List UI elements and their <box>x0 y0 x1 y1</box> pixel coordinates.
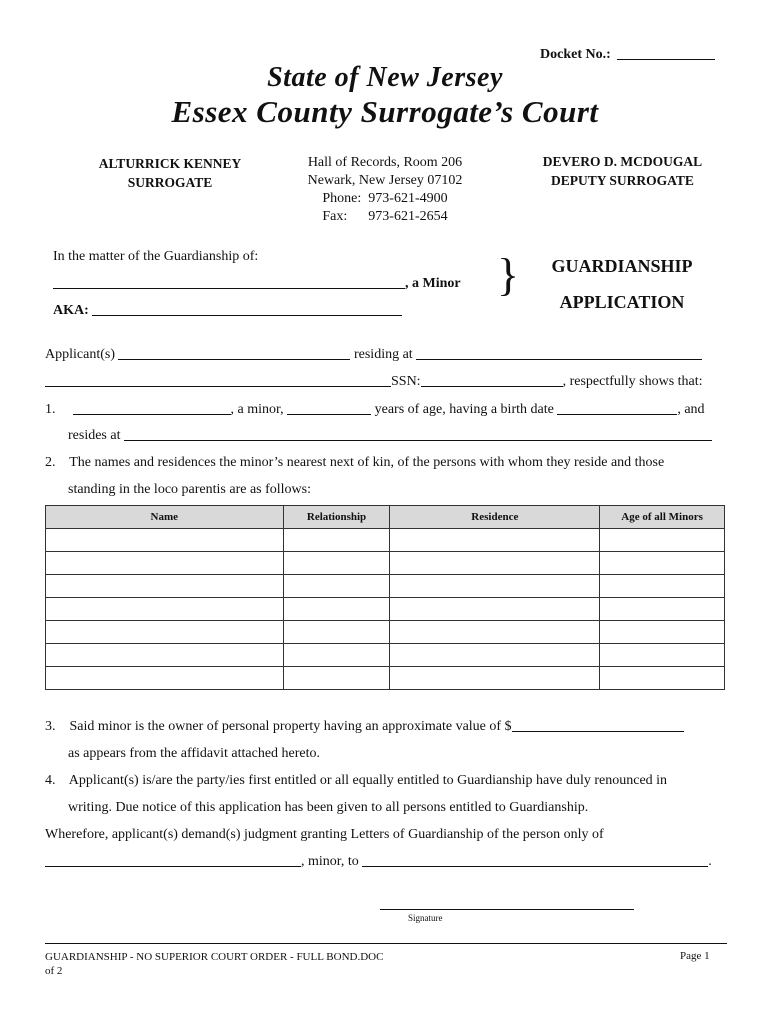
table-cell[interactable] <box>390 575 600 598</box>
wherefore-line <box>45 853 712 871</box>
p3-line1: Said minor is the owner of personal property having an approximate value of $ <box>69 719 512 734</box>
table-header-row <box>46 506 725 529</box>
table-cell[interactable] <box>390 644 600 667</box>
docket-label: Docket No.: <box>540 47 611 62</box>
table-row <box>46 529 725 552</box>
table-cell[interactable] <box>283 529 390 552</box>
residence-field[interactable] <box>416 346 702 360</box>
ssn-label: SSN: <box>391 374 421 389</box>
court-title: Essex County Surrogate’s Court <box>171 94 599 129</box>
address-line1: Hall of Records, Room 206 <box>307 155 463 170</box>
p1-resides-label: resides at <box>68 428 121 443</box>
table-cell[interactable] <box>600 667 725 690</box>
p4-number: 4. <box>45 773 56 788</box>
signature-label: Signature <box>408 913 443 923</box>
table-cell[interactable] <box>46 621 284 644</box>
p4-line2: writing. Due notice of this application has been given to all persons entitled to Guardianship. <box>68 800 589 815</box>
application-title-line2: APPLICATION <box>559 292 685 312</box>
phone: Phone: 973-621-4900 <box>322 191 448 206</box>
address-line2: Newark, New Jersey 07102 <box>307 173 463 188</box>
respectfully-text: , respectfully shows that: <box>562 374 703 389</box>
table-cell[interactable] <box>283 552 390 575</box>
table-cell[interactable] <box>283 621 390 644</box>
period: . <box>708 854 712 869</box>
p3-line2: as appears from the affidavit attached hereto. <box>68 746 321 761</box>
surrogate-title: SURROGATE <box>127 175 213 190</box>
table-cell[interactable] <box>600 621 725 644</box>
court-address <box>280 154 490 226</box>
table-row <box>46 644 725 667</box>
table-row <box>46 552 725 575</box>
aka-line <box>53 302 402 319</box>
property-value-field[interactable] <box>512 718 684 732</box>
deputy-name: DEVERO D. MCDOUGAL <box>542 154 703 169</box>
state-title: State of New Jersey <box>267 62 503 93</box>
minor-name-line <box>53 275 461 292</box>
table-cell[interactable] <box>600 598 725 621</box>
footer-doc-name <box>45 950 465 978</box>
docket-number <box>540 47 715 63</box>
column-header-relationship: Relationship <box>283 506 390 529</box>
paragraph-2 <box>45 454 664 472</box>
birth-date-field[interactable] <box>557 401 677 415</box>
table-row <box>46 667 725 690</box>
footer-doc-name-text: GUARDIANSHIP - NO SUPERIOR COURT ORDER - FULL BOND.DOC <box>45 951 384 963</box>
table-cell[interactable] <box>600 575 725 598</box>
column-header-name: Name <box>46 506 284 529</box>
docket-number-field[interactable] <box>617 47 715 60</box>
table-cell[interactable] <box>283 644 390 667</box>
next-of-kin-table <box>45 505 725 690</box>
minor-name-field-2[interactable] <box>45 853 301 867</box>
residing-label: residing at <box>353 347 413 362</box>
p2-line2: standing in the loco parentis are as follows: <box>68 482 311 497</box>
table-row <box>46 621 725 644</box>
table-cell[interactable] <box>390 667 600 690</box>
page-number: Page 1 <box>680 950 710 962</box>
table-cell[interactable] <box>390 598 600 621</box>
table-cell[interactable] <box>390 552 600 575</box>
column-header-age: Age of all Minors <box>600 506 725 529</box>
table-cell[interactable] <box>283 598 390 621</box>
guardian-name-field[interactable] <box>362 853 708 867</box>
ssn-line <box>45 373 703 391</box>
table-row <box>46 575 725 598</box>
paragraph-4 <box>45 772 667 790</box>
table-cell[interactable] <box>46 644 284 667</box>
table-cell[interactable] <box>46 575 284 598</box>
paragraph-1 <box>45 401 705 419</box>
age-field[interactable] <box>287 401 371 415</box>
minor-residence-field[interactable] <box>124 427 712 441</box>
signature-line[interactable] <box>380 909 634 910</box>
p1-and-text: , and <box>677 402 705 417</box>
p2-number: 2. <box>45 455 56 470</box>
table-cell[interactable] <box>390 621 600 644</box>
table-row <box>46 598 725 621</box>
table-cell[interactable] <box>46 598 284 621</box>
table-cell[interactable] <box>600 552 725 575</box>
aka-field[interactable] <box>92 302 402 316</box>
p1-number: 1. <box>45 402 56 417</box>
fax: Fax: 973-621-2654 <box>322 209 448 224</box>
table-cell[interactable] <box>46 552 284 575</box>
surrogate-name: ALTURRICK KENNEY <box>98 156 242 171</box>
column-header-residence: Residence <box>390 506 600 529</box>
application-title <box>520 248 724 320</box>
wherefore-text: Wherefore, applicant(s) demand(s) judgment granting Letters of Guardianship of the person only of <box>45 827 604 842</box>
applicant-line <box>45 346 702 364</box>
brace-icon: } <box>497 249 520 300</box>
deputy-title: DEPUTY SURROGATE <box>551 173 694 188</box>
table-cell[interactable] <box>283 667 390 690</box>
p3-number: 3. <box>45 719 56 734</box>
matter-intro: In the matter of the Guardianship of: <box>53 249 259 264</box>
paragraph-3 <box>45 718 684 736</box>
minor-name-field[interactable] <box>53 275 405 289</box>
table-cell[interactable] <box>46 667 284 690</box>
ssn-field[interactable] <box>421 373 563 387</box>
footer-of-pages: of 2 <box>45 965 63 977</box>
table-cell[interactable] <box>390 529 600 552</box>
application-title-line1: GUARDIANSHIP <box>551 256 693 276</box>
applicant-label: Applicant(s) <box>45 347 115 362</box>
paragraph-1-resides <box>68 427 712 445</box>
p1-years-text: years of age, having a birth date <box>374 402 554 417</box>
minor-suffix: , a Minor <box>405 276 461 291</box>
deputy-block <box>520 152 725 190</box>
table-cell[interactable] <box>600 529 725 552</box>
table-cell[interactable] <box>600 644 725 667</box>
minor-field[interactable] <box>73 401 231 415</box>
p1-minor-text: , a minor, <box>230 402 284 417</box>
applicant-field[interactable] <box>118 346 350 360</box>
applicant-address-field[interactable] <box>45 373 391 387</box>
table-cell[interactable] <box>46 529 284 552</box>
p4-line1: Applicant(s) is/are the party/ies first entitled or all equally entitled to Guardianship have duly renounced in <box>68 773 668 788</box>
minor-to-text: , minor, to <box>301 854 359 869</box>
footer-divider <box>45 943 727 944</box>
table-cell[interactable] <box>283 575 390 598</box>
p2-line1: The names and residences the minor’s nearest next of kin, of the persons with whom they reside and those <box>69 455 665 470</box>
surrogate-block <box>75 154 265 192</box>
aka-label: AKA: <box>53 303 89 318</box>
